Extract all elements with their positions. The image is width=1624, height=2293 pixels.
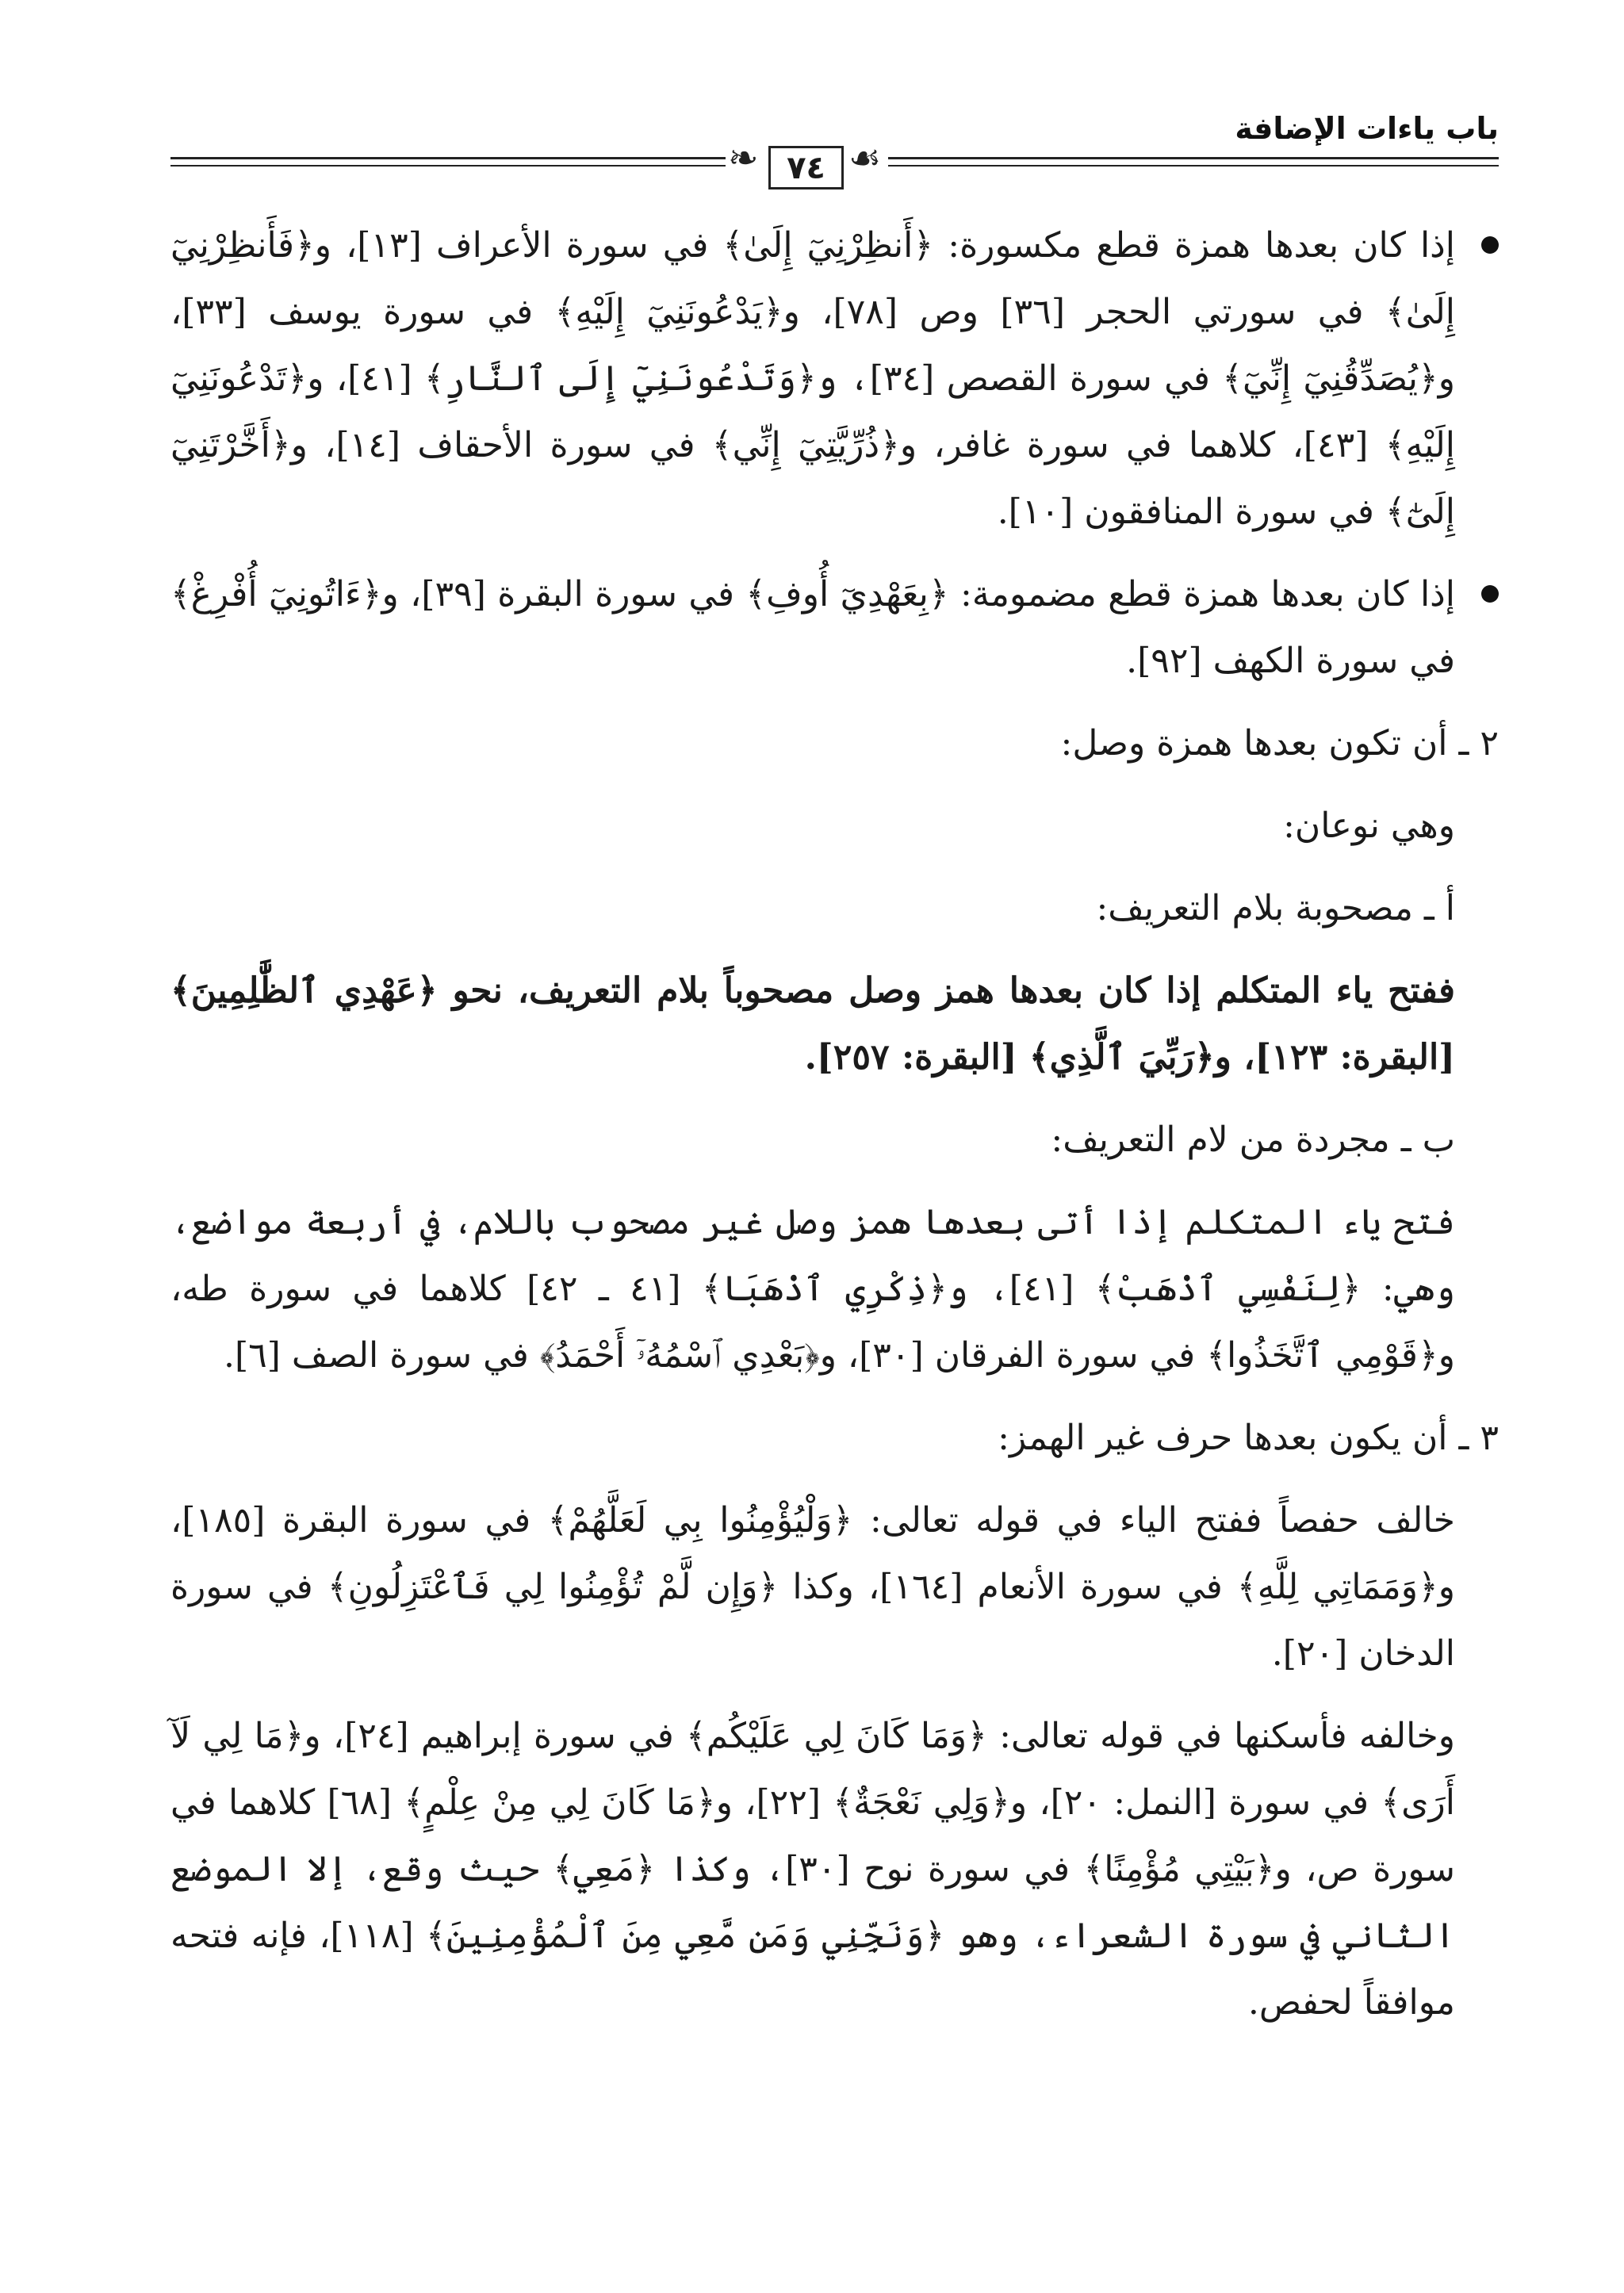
header-rule-right	[888, 157, 1499, 159]
section-heading-3: ٣ ـ أن يكون بعدها حرف غير الهمز:	[998, 1418, 1499, 1458]
page-body	[170, 212, 1499, 2036]
paragraph-text: إذا كان بعدها همزة قطع مضمومة: ﴿بِعَهْدِيٓ أُوفِ﴾ في سورة البقرة [٣٩]، و﴿ءَاتُونِيٓ أُفْرِغْ﴾ في سورة الكهف [٩٢].	[170, 574, 1455, 681]
ornament-right-icon: ☙	[848, 136, 882, 179]
ornament-left-icon: ❧	[728, 136, 759, 179]
paragraph-lam-tarif: ففتح ياء المتكلم إذا كان بعدها همز وصل مصحوباً بلام التعريف، نحو ﴿عَهْدِي ٱلظَّٰلِمِينَ﴾ [البقرة: ١٢٣]، و﴿رَبِّيَ ٱلَّذِي﴾ [البقرة: ٢٥٧].	[170, 970, 1455, 1078]
bullet-paragraph-madmuma	[170, 561, 1499, 695]
paragraph-text: إذا كان بعدها همزة قطع مكسورة: ﴿أَنظِرْنِيٓ إِلَىٰ﴾ في سورة الأعراف [١٣]، و﴿فَأَنظِرْنِيٓ إِلَىٰ﴾ في سورتي الحجر [٣٦] وص [٧٨]، و﴿يَدْعُونَنِيٓ إِلَيْهِ﴾ في سورة يوسف [٣٣]، و﴿يُصَدِّقُنِيٓ إِنِّيٓ﴾ في سورة القصص [٣٤]، و﴿وَتَدْعُونَنِيٓ إِلَى ٱلنَّارِ﴾ [٤١]، و﴿تَدْعُونَنِيٓ إِلَيْهِ﴾ [٤٣]، كلاهما في سورة غافر، و﴿ذُرِّيَّتِيٓ إِنِّي﴾ في سورة الأحقاف [١٤]، و﴿أَخَّرْتَنِيٓ إِلَىٰٓ﴾ في سورة المنافقون [١٠].	[170, 225, 1456, 532]
header-rule-left-2	[170, 165, 726, 167]
subsection-intro: وهي نوعان:	[1283, 806, 1455, 846]
page-number: ٧٤	[768, 146, 844, 189]
paragraph-mujarrada: فتح ياء المتكلم إذا أتى بعدها همز وصل غير مصحوب باللام، في أربعة مواضع، وهي: ﴿لِنَفْسِي ٱذْهَبْ﴾ [٤١]، و﴿ذِكْرِي ٱذْهَبَا﴾ [٤١ ـ ٤٢] كلاهما في سورة طه، و﴿قَوْمِي ٱتَّخَذُوا﴾ في سورة الفرقان [٣٠]، و﴿بَعْدِي ٱسْمُهُۥٓ أَحْمَدُ﴾ في سورة الصف [٦].	[170, 1202, 1455, 1376]
subsection-heading-a: أ ـ مصحوبة بلام التعريف:	[1096, 888, 1455, 928]
section-heading-2: ٢ ـ أن تكون بعدها همزة وصل:	[1060, 723, 1499, 764]
running-header-title: باب ياءات الإضافة	[1235, 111, 1499, 146]
bullet-icon	[1481, 585, 1499, 603]
bullet-paragraph-maksura	[170, 212, 1499, 545]
bullet-icon	[1481, 236, 1499, 254]
header-rule-right-2	[888, 165, 1499, 167]
paragraph-hafs-iskan: وخالفه فأسكنها في قوله تعالى: ﴿وَمَا كَانَ لِي عَلَيْكُم﴾ في سورة إبراهيم [٢٤]، و﴿مَا لِي لَآ أَرَى﴾ في سورة [النمل: ٢٠]، و﴿وَلِي نَعْجَةٌ﴾ [٢٢]، و﴿مَا كَانَ لِي مِنْ عِلْمٍ﴾ [٦٨] كلاهما في سورة ص، و﴿بَيْتِي مُؤْمِنًا﴾ في سورة نوح [٣٠]، وكذا ﴿مَعِي﴾ حيث وقع، إلا الموضع الثاني في سورة الشعراء، وهو ﴿وَنَجِّنِي وَمَن مَّعِي مِنَ ٱلْمُؤْمِنِينَ﴾ [١١٨]، فإنه فتحه موافقاً لحفص.	[170, 1716, 1456, 2023]
subsection-heading-b: ب ـ مجردة من لام التعريف:	[1051, 1120, 1455, 1160]
header-rule-left	[170, 157, 726, 159]
paragraph-hafs-fath: خالف حفصاً ففتح الياء في قوله تعالى: ﴿وَلْيُؤْمِنُوا بِي لَعَلَّهُمْ﴾ في سورة البقرة [١٨٥]، و﴿وَمَمَاتِي لِلَّهِ﴾ في سورة الأنعام [١٦٤]، وكذا ﴿وَإِن لَّمْ تُؤْمِنُوا لِي فَٱعْتَزِلُونِ﴾ في سورة الدخان [٢٠].	[170, 1500, 1455, 1674]
